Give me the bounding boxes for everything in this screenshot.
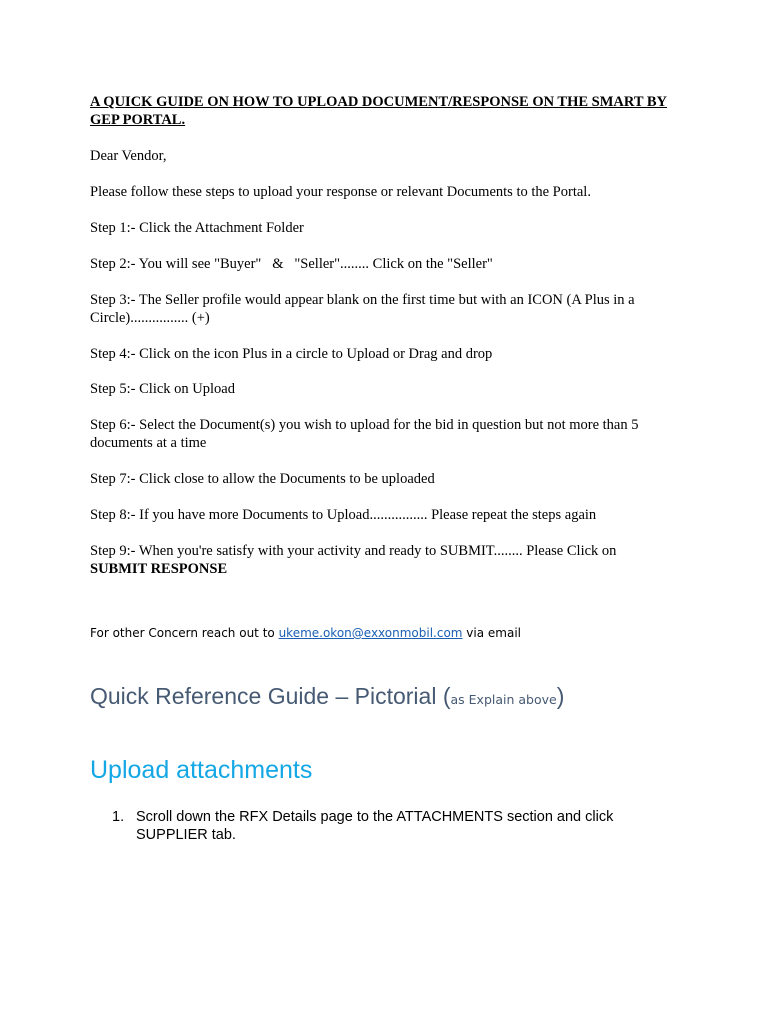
upload-attachments-heading: Upload attachments xyxy=(90,756,313,784)
step-2: Step 2:- You will see "Buyer" & "Seller"........ Click on the "Seller" xyxy=(90,256,493,272)
step-3: Step 3:- The Seller profile would appear blank on the first time but with an ICON (A Plus in a Circle)................ (+) xyxy=(90,292,635,326)
step-4: Step 4:- Click on the icon Plus in a circle to Upload or Drag and drop xyxy=(90,346,493,362)
step-8: Step 8:- If you have more Documents to Upload................ Please repeat the steps again xyxy=(90,507,597,523)
contact-prefix: For other Concern reach out to xyxy=(90,626,279,640)
greeting: Dear Vendor, xyxy=(90,148,167,164)
step-5: Step 5:- Click on Upload xyxy=(90,381,235,397)
quick-reference-heading xyxy=(90,680,730,716)
step-9 xyxy=(90,542,680,578)
list-number: 1. xyxy=(112,809,125,825)
qrg-small-text: as Explain above xyxy=(450,692,557,707)
contact-suffix: via email xyxy=(462,626,521,640)
submit-response-text: SUBMIT RESPONSE xyxy=(90,561,228,577)
qrg-close-paren: ) xyxy=(556,683,565,709)
step-7: Step 7:- Click close to allow the Documents to be uploaded xyxy=(90,471,435,487)
qrg-main-text: Quick Reference Guide – Pictorial ( xyxy=(90,683,451,709)
document-title: A QUICK GUIDE ON HOW TO UPLOAD DOCUMENT/RESPONSE ON THE SMART BY GEP PORTAL. xyxy=(90,94,668,128)
contact-line xyxy=(90,625,690,641)
step-1: Step 1:- Click the Attachment Folder xyxy=(90,220,304,236)
intro-paragraph: Please follow these steps to upload your response or relevant Documents to the Portal. xyxy=(90,184,591,200)
step-9-text: Step 9:- When you're satisfy with your activity and ready to SUBMIT........ Please Click on xyxy=(90,543,617,559)
list-text: Scroll down the RFX Details page to the ATTACHMENTS section and click SUPPLIER tab. xyxy=(136,809,614,843)
step-6: Step 6:- Select the Document(s) you wish to upload for the bid in question but not more than 5 documents at a time xyxy=(90,417,639,451)
contact-email-link[interactable]: ukeme.okon@exxonmobil.com xyxy=(278,626,463,640)
